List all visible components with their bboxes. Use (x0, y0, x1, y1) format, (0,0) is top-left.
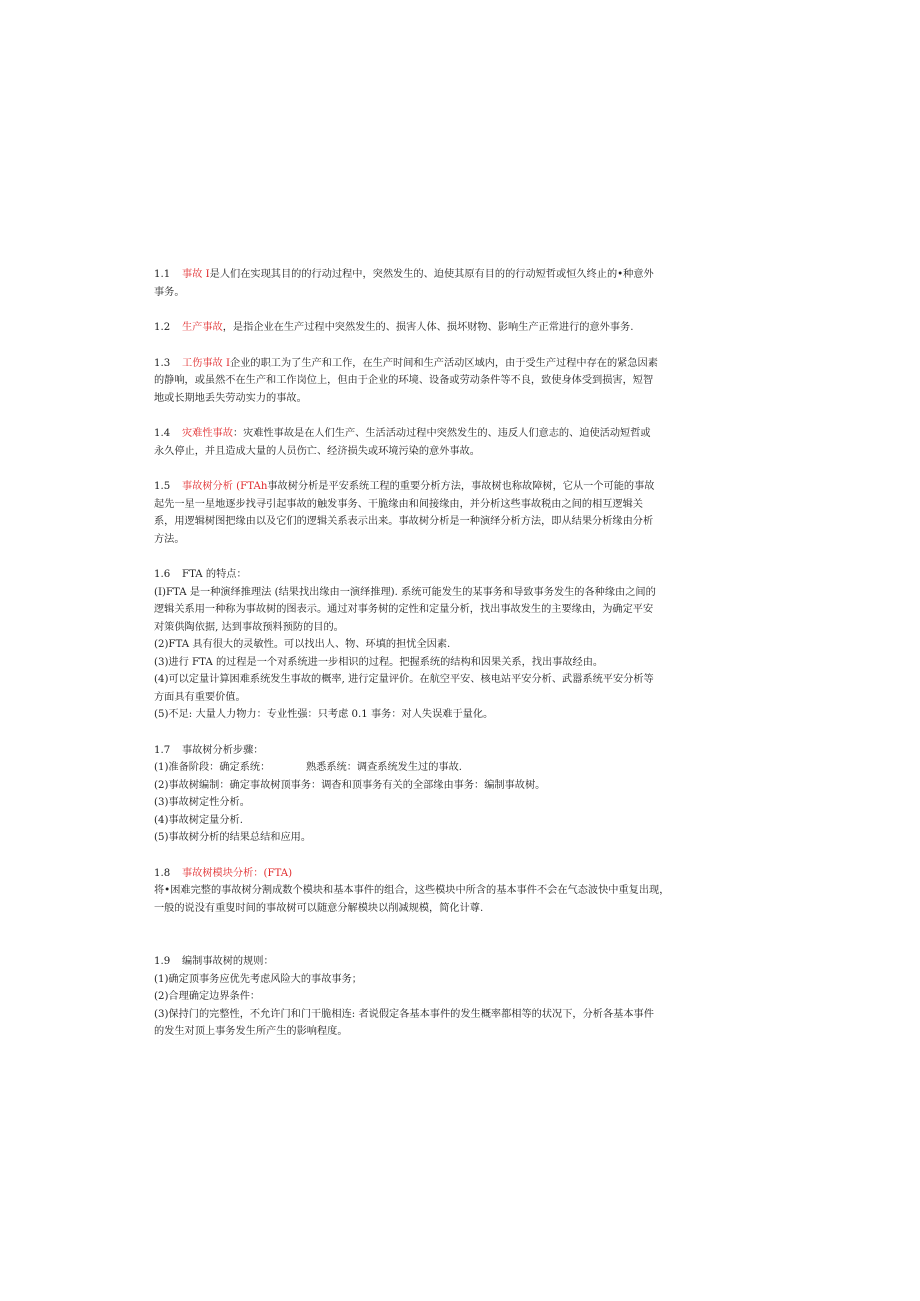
section-1-9 (154, 953, 714, 1041)
term-highlight: 灾难性事故 (182, 428, 233, 439)
term-highlight: 工伤事故 I (182, 357, 231, 369)
section-text: 的发生对顶上事务发生所产生的影响程度。 (154, 1026, 348, 1037)
section-text: 方法。 (154, 533, 185, 545)
section-text: ，是指企业在生产过程中突然发生的、损害人体、损坏财物、影响生产正常进行的意外事务. (222, 322, 634, 333)
section-text: 事务。 (154, 286, 185, 298)
section-1-2 (154, 319, 714, 337)
section-text: (1)准备阶段：确定系统： 熟悉系统：调查系统发生过的事故. (154, 762, 463, 773)
section-title: 编制事故树的规则： (182, 956, 274, 967)
section-text: 系，用逻辑树图把缘由以及它们的逻辑关系表示出来。事故树分析是一种演绎分析方法，即从结果分析缘由分析 (154, 516, 654, 527)
section-first-line (154, 425, 714, 443)
section-number: 1.9 (154, 956, 171, 967)
section-text: (3)事故树定性分析。 (154, 797, 250, 808)
section-text: ：灾难性事故是在人们生产、生活活动过程中突然发生的、违反人们意志的、迫使活动短哲或 (232, 428, 651, 439)
section-text: 是人们在实现其目的的行动过程中，突然发生的、迫使其原有目的的行动短哲或恒久终止的•种意外 (209, 269, 654, 280)
section-text: 对策供陶依据, 达到事故预料预防的目的。 (154, 621, 344, 633)
section-heading (154, 865, 714, 883)
section-heading (154, 953, 714, 971)
section-first-line (154, 319, 714, 337)
section-text: 企业的职工为了生产和工作，在生产时间和生产活动区域内，由于受生产过程中存在的紧急因素 (230, 357, 658, 369)
term-highlight: 事故 I (182, 269, 210, 280)
section-1-1 (154, 266, 714, 301)
section-text: (5)不足: 大量人力物力：专业性强：只考虑 0.1 事务：对人失误难于量化。 (154, 709, 494, 720)
section-number: 1.6 (154, 569, 171, 580)
section-text: 将•困难完整的事故树分割成数个模块和基本事件的组合，这些模块中所含的基本事件不会在气态波快中重复出现， (154, 885, 670, 896)
section-number: 1.4 (154, 428, 171, 439)
term-highlight: 事故树分析 (FTAh (182, 481, 268, 492)
section-text: 永久停止，并且造成大量的人员伤亡、经济损失或环境污染的意外事故。 (154, 445, 480, 457)
section-text: (2)合理确定边界条件： (154, 991, 261, 1002)
section-1-5 (154, 478, 714, 548)
section-1-3 (154, 355, 714, 408)
section-text: (3)保持门的完整性，不允许门和门干脆相连: 者说假定各基本事件的发生概率都相等的状况下，分析各基本事件 (154, 1008, 654, 1020)
section-text: (2)事故树编制：确定事故树顶事务：调杳和顶事务有关的全部缘由事务：编制事故树。 (154, 779, 546, 791)
section-first-line (154, 355, 714, 373)
section-text: 事故树分析是平安系统工程的重要分析方法，事故树也称故障树，它从一个可能的事故 (267, 481, 655, 492)
section-text: (5)事故树分析的结果总结和应用。 (154, 832, 312, 843)
section-1-8 (154, 865, 714, 918)
section-first-line (154, 266, 714, 284)
section-text: (4)事故树定量分析. (154, 814, 243, 826)
term-highlight: 事故树模块分析：(FTA) (182, 867, 293, 879)
section-1-6 (154, 566, 714, 724)
section-text: 地或长期地丢失劳动实力的事故。 (154, 392, 307, 404)
section-first-line (154, 478, 714, 496)
section-text: 起先一星一星地逐步找寻引起事故的触发事务、干脆缘由和间接缘由，并分析这些事故税由之间的相互逻辑关 (154, 498, 643, 510)
section-title: 事故树分析步骤： (182, 744, 264, 756)
section-title: FTA 的特点： (182, 569, 247, 580)
section-text: (4)可以定量计算困难系统发生事故的概率, 进行定量评价。在航空平安、核电站平安分析、武嚣系统平安分析等 (154, 674, 654, 685)
document-body (154, 266, 714, 1041)
section-text: (3)进行 FTA 的过程是一个对系统进一步相识的过程。把握系统的结构和因果关系，找出事故经由。 (154, 656, 604, 668)
section-heading (154, 742, 714, 760)
section-text: (1)确定顶事务应优先考虑风险大的事故事务； (154, 973, 362, 985)
section-number: 1.8 (154, 867, 171, 879)
section-number: 1.3 (154, 357, 171, 369)
section-1-7 (154, 742, 714, 847)
section-heading (154, 566, 714, 584)
section-text: 一般的说没有重叟时间的事故树可以随意分解模块以削减规模，简化计尊. (154, 902, 484, 914)
section-text: 逻辑关系用一种称为事故树的图表示。通过对事务树的定性和定量分析，找出事故发生的主要缘由，为确定平安 (154, 604, 654, 615)
section-1-4 (154, 425, 714, 460)
section-text: (I)FTA 是一种演绎推理法 (结果找出缘由一演绎推理). 系统可能发生的某事务和导致事务发生的各种缘由之间的 (154, 586, 656, 598)
section-text: 的静响，或虽然不在生产和工作岗位上，但由于企业的环境、设备或劳动条件等不良，致使身体受到损害，短智 (154, 375, 654, 386)
section-number: 1.2 (154, 322, 171, 333)
section-number: 1.7 (154, 744, 171, 756)
section-text: (2)FTA 具有很大的灵敏性。可以找出人、物、环填的担忧全因素. (154, 639, 451, 650)
section-number: 1.5 (154, 481, 171, 492)
section-text: 方面具有重要价值。 (154, 691, 246, 703)
section-number: 1.1 (154, 269, 171, 280)
term-highlight: 生产事故 (182, 322, 223, 333)
